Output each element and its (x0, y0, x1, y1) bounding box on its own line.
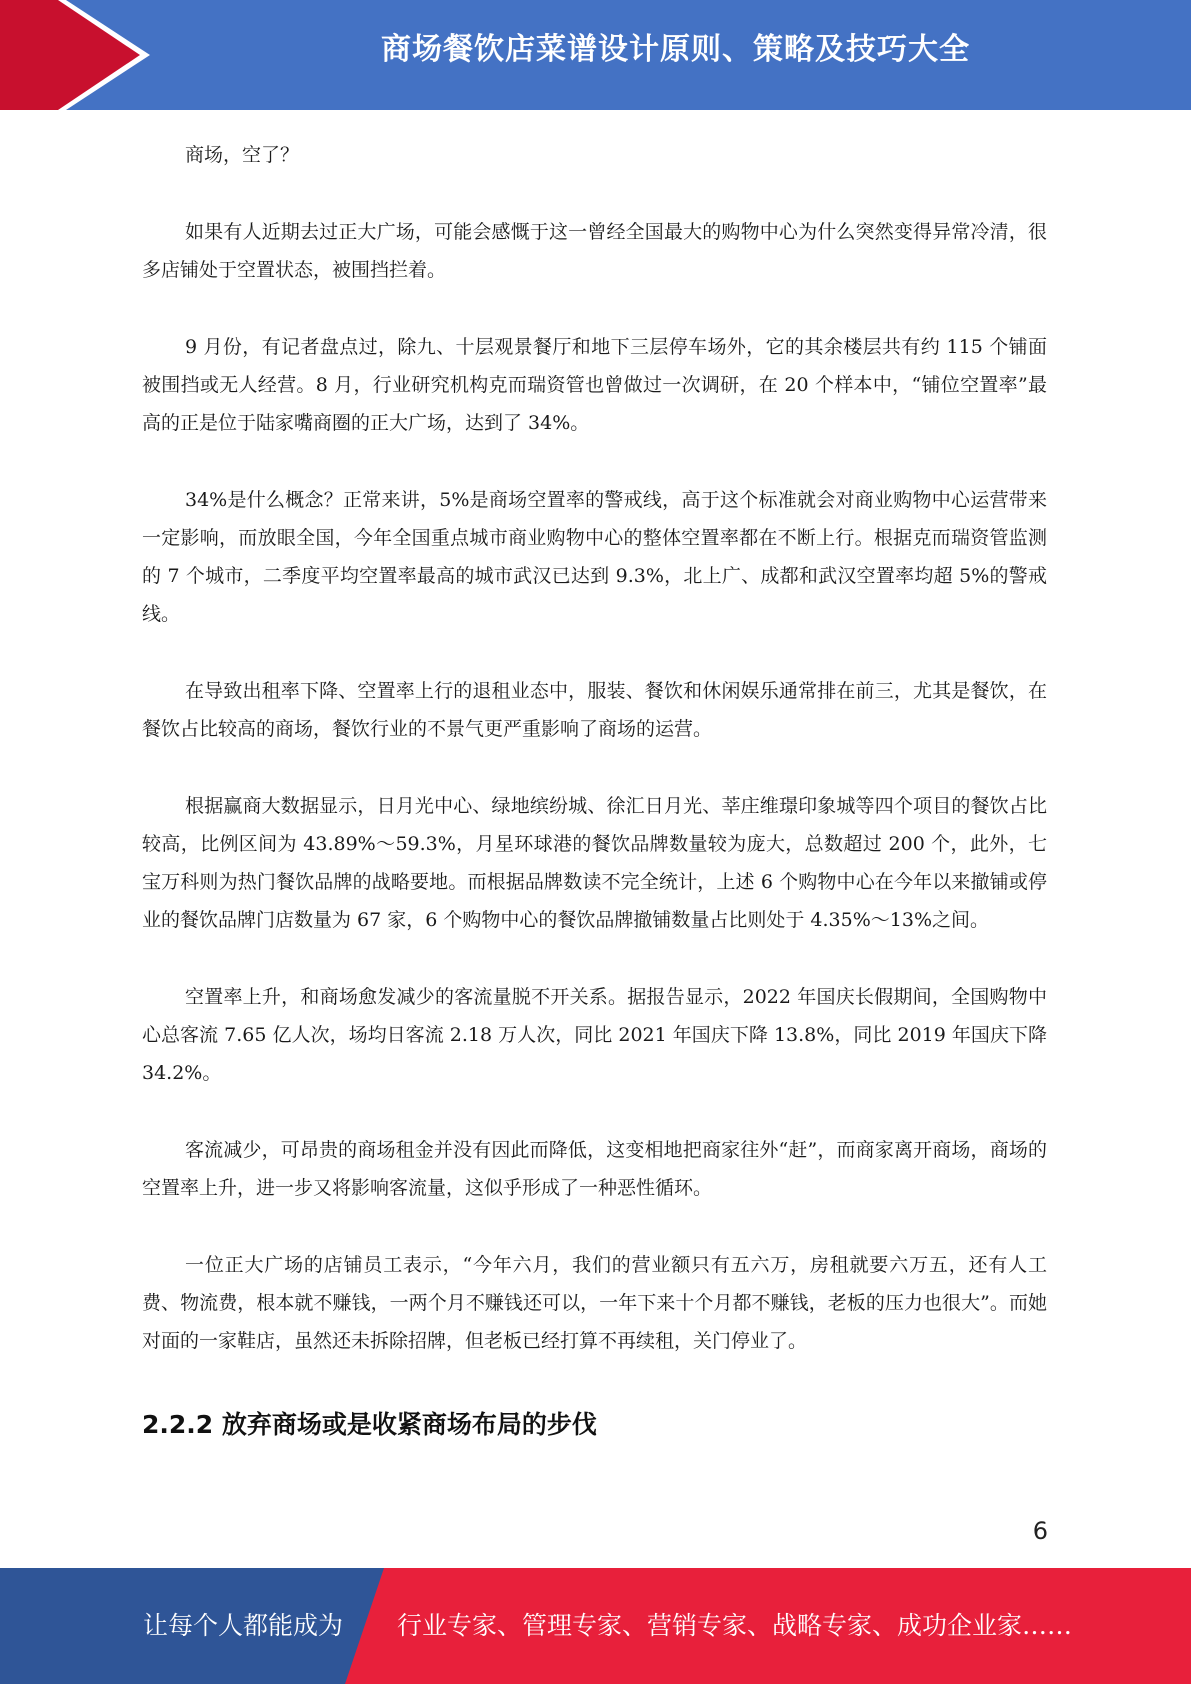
section-heading: 2.2.2 放弃商场或是收紧商场布局的步伐 (142, 1410, 597, 1439)
footer-slogan-right: 行业专家、管理专家、营销专家、战略专家、成功企业家…… (397, 1611, 1073, 1640)
header-chevron-icon (0, 0, 160, 110)
page-footer (0, 1568, 1191, 1684)
main-content (142, 136, 1047, 1445)
page-number: 6 (1032, 1517, 1048, 1545)
paragraph-8: 客流减少，可昂贵的商场租金并没有因此而降低，这变相地把商家往外“赶”，而商家离开商场，商场的空置率上升，进一步又将影响客流量，这似乎形成了一种恶性循环。 (142, 1139, 1047, 1199)
paragraph-2: 如果有人近期去过正大广场，可能会感慨于这一曾经全国最大的购物中心为什么突然变得异常冷清，很多店铺处于空置状态，被围挡拦着。 (142, 221, 1047, 281)
paragraph-3: 9 月份，有记者盘点过，除九、十层观景餐厅和地下三层停车场外，它的其余楼层共有约 115 个铺面被围挡或无人经营。8 月，行业研究机构克而瑞资管也曾做过一次调研，在 20 个样本中，“铺位空置率”最高的正是位于陆家嘴商圈的正大广场，达到了 34%。 (142, 336, 1047, 434)
page-header (0, 0, 1191, 110)
footer-slogan-left: 让每个人都能成为 (143, 1611, 344, 1640)
paragraph-4: 34%是什么概念？正常来讲，5%是商场空置率的警戒线，高于这个标准就会对商业购物中心运营带来一定影响，而放眼全国，今年全国重点城市商业购物中心的整体空置率都在不断上行。根据克而瑞资管监测的 7 个城市，二季度平均空置率最高的城市武汉已达到 9.3%，北上广、成都和武汉空置率均超 5%的警戒线。 (142, 489, 1047, 625)
paragraph-7: 空置率上升，和商场愈发减少的客流量脱不开关系。据报告显示，2022 年国庆长假期间，全国购物中心总客流 7.65 亿人次，场均日客流 2.18 万人次，同比 2021 年国庆下降 13.8%，同比 2019 年国庆下降 34.2%。 (142, 986, 1047, 1084)
paragraph-6: 根据赢商大数据显示，日月光中心、绿地缤纷城、徐汇日月光、莘庄维璟印象城等四个项目的餐饮占比较高，比例区间为 43.89%～59.3%，月星环球港的餐饮品牌数量较为庞大，总数超过 200 个，此外，七宝万科则为热门餐饮品牌的战略要地。而根据品牌数读不完全统计，上述 6 个购物中心在今年以来撤铺或停业的餐饮品牌门店数量为 67 家，6 个购物中心的餐饮品牌撤铺数量占比则处于 4.35%～13%之间。 (142, 795, 1047, 931)
paragraph-5: 在导致出租率下降、空置率上行的退租业态中，服装、餐饮和休闲娱乐通常排在前三，尤其是餐饮，在餐饮占比较高的商场，餐饮行业的不景气更严重影响了商场的运营。 (142, 680, 1047, 740)
paragraph-1: 商场，空了？ (185, 144, 300, 166)
document-title: 商场餐饮店菜谱设计原则、策略及技巧大全 (381, 32, 970, 67)
paragraph-9: 一位正大广场的店铺员工表示，“今年六月，我们的营业额只有五六万，房租就要六万五，还有人工费、物流费，根本就不赚钱，一两个月不赚钱还可以，一年下来十个月都不赚钱，老板的压力也很大”。而她对面的一家鞋店，虽然还未拆除招牌，但老板已经打算不再续租，关门停业了。 (142, 1254, 1047, 1352)
